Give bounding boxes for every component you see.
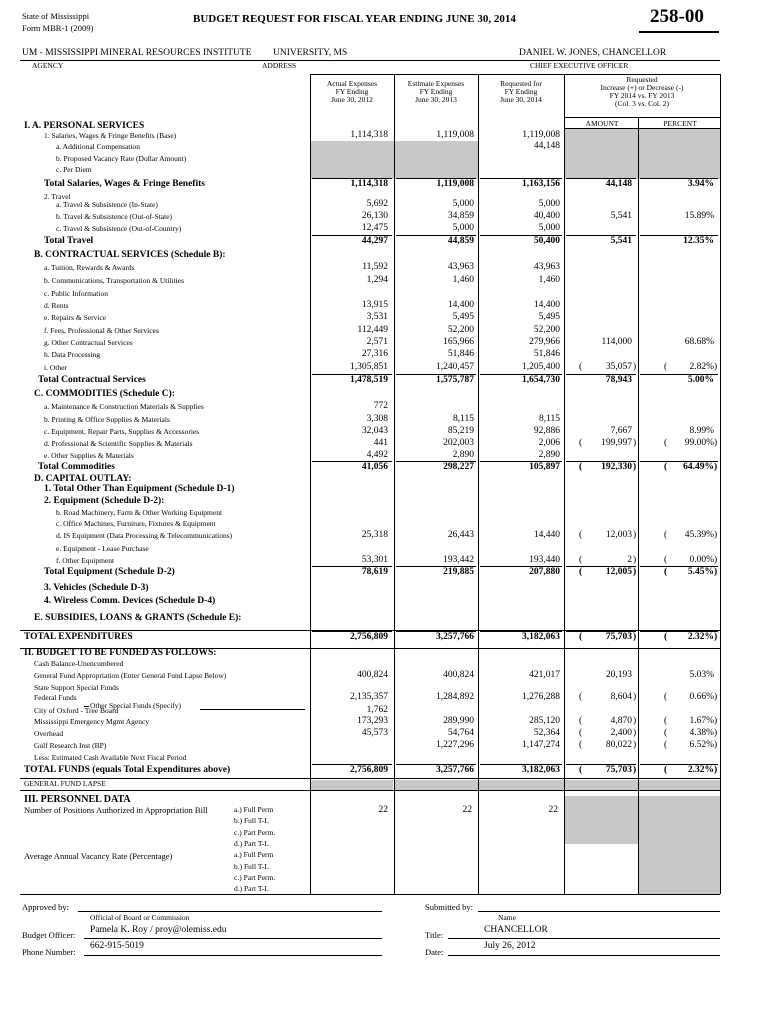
agency-name: UM - MISSISSIPPI MINERAL RESOURCES INSTITUTE [22,48,252,58]
cell-actual: 2,571 [366,337,388,347]
cell-actual: 1,114,318 [350,130,388,140]
negative-paren: ( [579,567,583,577]
cell-amount: 12,005 [605,567,632,577]
cell-percent: 0.00% [689,555,714,565]
cell-requested: 50,400 [533,236,560,246]
row-label: E. SUBSIDIES, LOANS & GRANTS (Schedule E): [34,613,242,623]
row-label: II. BUDGET TO BE FUNDED AS FOLLOWS: [24,648,217,658]
cell-amount: 80,022 [605,740,632,750]
row-label: TOTAL EXPENDITURES [24,632,133,642]
negative-paren: ( [579,692,583,702]
cell-requested: 52,364 [533,728,560,738]
cell-actual: 44,297 [361,236,388,246]
cell-actual: 2,135,357 [350,692,388,702]
negative-paren: ( [664,765,668,775]
row-label: Total Travel [44,236,94,246]
row-label: 2. Equipment (Schedule D-2): [44,496,165,506]
cell-actual: 441 [373,438,388,448]
personnel-sub-label: c.) Part Perm. [234,827,276,837]
cell-percent: 2.32% [687,632,714,642]
row-label: D. CAPITAL OUTLAY: [34,474,132,484]
negative-paren: ) [633,567,637,577]
address-label: ADDRESS [262,61,297,70]
negative-paren: ( [579,632,583,642]
row-label: Total Contractual Services [38,375,146,385]
cell-requested: 40,400 [533,211,560,221]
cell-actual: 45,573 [361,728,388,738]
negative-paren: ) [633,362,637,372]
cell-percent: 45.39% [684,530,714,540]
personnel-sub-label: d.) Part T-L [234,838,269,848]
cell-amount: 2 [627,555,632,565]
negative-paren: ) [633,462,637,472]
cell-amount: 4,870 [610,716,632,726]
cell-percent: 64.49% [683,462,714,472]
cell-percent: 3.94% [687,179,714,189]
row-label: 4. Wireless Comm. Devices (Schedule D-4) [44,596,216,606]
cell-estimate: 14,400 [447,300,474,310]
title-value: CHANCELLOR [484,925,548,935]
cell-estimate: 44,859 [447,236,474,246]
row-label: d. Rents [44,301,69,310]
cell-requested: 1,147,274 [522,740,560,750]
row-label: h. Data Processing [44,350,101,359]
negative-paren: ( [664,728,668,738]
row-label: GENERAL FUND LAPSE [24,779,106,788]
negative-paren: ) [633,555,637,565]
negative-paren: ) [633,632,637,642]
name-label: Name [498,913,516,922]
cell-percent: 5.00% [687,375,714,385]
cell-estimate: 51,846 [447,349,474,359]
cell-requested: 193,440 [529,555,560,565]
cell-percent: 2.32% [687,765,714,775]
cell-percent: 1.67% [689,716,714,726]
positions-estimate: 22 [462,805,472,815]
negative-paren: ( [579,462,583,472]
cell-requested: 14,440 [533,530,560,540]
personnel-sub-label: a.) Full Perm [234,805,274,814]
cell-estimate: 54,764 [447,728,474,738]
ceo-name: DANIEL W. JONES, CHANCELLOR [519,48,667,58]
positions-actual: 22 [378,805,388,815]
cell-amount: 5,541 [610,211,632,221]
negative-paren: ( [664,567,668,577]
cell-amount: 75,703 [605,632,632,642]
cell-requested: 92,886 [533,426,560,436]
cell-actual: 5,692 [366,199,388,209]
cell-amount: 8,604 [610,692,632,702]
cell-requested: 44,148 [533,141,560,151]
cell-estimate: 26,443 [447,530,474,540]
cell-estimate: 400,824 [443,670,474,680]
negative-paren: ) [714,692,718,702]
cell-actual: 112,449 [357,325,388,335]
cell-requested: 2,890 [538,450,560,460]
cell-requested: 105,897 [529,462,560,472]
row-label: c. Office Machines, Furniture, Fixtures & Equipment [56,519,216,528]
positions-label: Number of Positions Authorized in Appropriation Bill [24,805,208,815]
cell-amount: 2,400 [610,728,632,738]
row-label: i. Other [44,363,67,372]
negative-paren: ( [579,555,583,565]
cell-requested: 279,966 [529,337,560,347]
negative-paren: ) [633,692,637,702]
cell-estimate: 8,115 [452,414,474,424]
personnel-sub-label: a.) Full Perm [234,850,274,860]
negative-paren: ) [714,438,718,448]
cell-estimate: 298,227 [443,462,474,472]
cell-requested: 3,182,063 [522,765,560,775]
cell-estimate: 1,284,892 [436,692,474,702]
negative-paren: ) [714,632,718,642]
cell-amount: 7,667 [610,426,632,436]
cell-percent: 8.99% [689,426,714,436]
col-actual-header: Actual Expenses FY Ending June 30, 2012 [326,79,378,105]
negative-paren: ( [664,530,668,540]
row-label: f. Fees, Professional & Other Services [44,326,159,335]
row-label: Total Commodities [38,462,115,472]
cell-actual: 27,316 [361,349,388,359]
row-label: a. Tuition, Rewards & Awards [44,263,135,272]
row-label: Mississippi Emergency Mgmt Agency [34,717,150,726]
ceo-label: CHIEF EXECUTIVE OFFICER [530,61,629,70]
negative-paren: ) [714,765,718,775]
negative-paren: ) [714,530,718,540]
cell-actual: 1,114,318 [350,179,388,189]
cell-actual: 3,531 [366,312,388,322]
cell-estimate: 1,119,008 [436,179,474,189]
row-label: e. Equipment - Lease Purchase [56,544,149,553]
row-label: e. Other Supplies & Materials [44,451,134,460]
row-label: d. IS Equipment (Data Processing & Telecommunications) [56,531,233,540]
cell-requested: 3,182,063 [522,632,560,642]
cell-percent: 2.82% [689,362,714,372]
cell-actual: 32,043 [361,426,388,436]
cell-actual: 11,592 [362,262,388,272]
cell-amount: 44,148 [605,179,632,189]
negative-paren: ) [714,462,718,472]
cell-percent: 0.66% [689,692,714,702]
cell-percent: 68.68% [684,337,714,347]
cell-percent: 5.45% [687,567,714,577]
agency-label: AGENCY [32,61,64,70]
col-requested-header: Requested for FY Ending June 30, 2014 [500,79,542,105]
row-label: 2. Travel [44,192,71,201]
row-label: a. Additional Compensation [56,142,140,151]
cell-estimate: 219,885 [443,567,474,577]
row-label: State Support Special Funds [34,683,119,692]
negative-paren: ) [633,765,637,775]
row-label: B. CONTRACTUAL SERVICES (Schedule B): [34,250,226,260]
cell-requested: 51,846 [533,349,560,359]
cell-requested: 1,654,730 [522,375,560,385]
cell-amount: 12,003 [605,530,632,540]
row-label: Gulf Research Inst (BP) [34,741,107,750]
cell-amount: 199,997 [601,438,632,448]
personnel-sub-label: d.) Part T-L [234,884,269,894]
cell-estimate: 43,963 [447,262,474,272]
cell-requested: 1,163,156 [522,179,560,189]
personnel-sub-label: c.) Part Perm. [234,872,276,882]
row-label: 3. Vehicles (Schedule D-3) [44,583,149,593]
cell-estimate: 1,227,296 [436,740,474,750]
cell-actual: 1,305,851 [350,362,388,372]
negative-paren: ) [714,740,718,750]
cell-actual: 41,056 [361,462,388,472]
negative-paren: ) [633,728,637,738]
vacancy-label: Average Annual Vacancy Rate (Percentage) [24,851,173,861]
row-label: General Fund Appropriation (Enter General Fund Lapse Below) [34,671,227,680]
cell-requested: 2,006 [538,438,560,448]
negative-paren: ( [664,462,668,472]
cell-amount: 192,330 [601,462,632,472]
title-label: Title: [425,930,444,940]
row-label: f. Other Equipment [56,556,115,565]
agency-code: 258-00 [650,6,704,27]
col-change-header: Requested Increase (+) or Decrease (-) FY 2014 vs. FY 2013 (Col. 3 vs. Col. 2) [600,75,684,109]
cell-requested: 1,205,400 [522,362,560,372]
cell-percent: 15.89% [684,211,714,221]
personnel-title: III. PERSONNEL DATA [24,794,131,805]
row-label: c. Public Information [44,289,108,298]
cell-estimate: 193,442 [443,555,474,565]
negative-paren: ) [714,362,718,372]
state-label: State of Mississippi [22,11,90,21]
cell-percent: 99.00% [684,438,714,448]
personnel-sub-label: b.) Full T-L [234,816,269,826]
row-label: C. COMMODITIES (Schedule C): [34,389,175,399]
cell-amount: 35,057 [605,362,632,372]
cell-actual: 4,492 [366,450,388,460]
approved-by-label: Approved by: [22,902,69,912]
cell-requested: 1,276,288 [522,692,560,702]
negative-paren: ) [633,530,637,540]
official-label: Official of Board or Commission [90,913,190,922]
col-estimate-header: Estimate Expenses FY Ending June 30, 2013 [407,79,465,105]
negative-paren: ( [664,438,668,448]
cell-requested: 52,200 [533,325,560,335]
cell-requested: 421,017 [529,670,560,680]
date-value: July 26, 2012 [484,941,536,951]
submitted-by-label: Submitted by: [425,902,473,912]
cell-estimate: 1,119,008 [436,130,474,140]
cell-actual: 1,762 [366,705,388,715]
cell-percent: 5.03% [689,670,714,680]
personnel-sub-label: b.) Full T-L [234,861,269,871]
cell-requested: 5,000 [538,199,560,209]
negative-paren: ( [664,692,668,702]
row-label: e. Repairs & Service [44,313,107,322]
cell-estimate: 34,859 [447,211,474,221]
negative-paren: ) [633,438,637,448]
budget-officer-label: Budget Officer: [22,930,76,940]
phone-value: 662-915-5019 [90,941,144,951]
cell-estimate: 52,200 [447,325,474,335]
cell-amount: 78,943 [605,375,632,385]
cell-amount: 20,193 [605,670,632,680]
cell-estimate: 5,000 [452,199,474,209]
cell-percent: 12.35% [683,236,714,246]
row-label: c. Travel & Subsistence (Out-of-Country) [56,224,182,233]
form-title: BUDGET REQUEST FOR FISCAL YEAR ENDING JUNE 30, 2014 [193,13,516,25]
budget-officer-value: Pamela K. Roy / proy@olemiss.edu [90,925,227,935]
negative-paren: ) [714,567,718,577]
row-label: City of Oxford - Tree Board [34,706,119,715]
cell-requested: 5,495 [538,312,560,322]
cell-requested: 43,963 [533,262,560,272]
cell-estimate: 202,003 [443,438,474,448]
negative-paren: ) [714,728,718,738]
cell-actual: 25,318 [361,530,388,540]
cell-requested: 5,000 [538,223,560,233]
date-label: Date: [425,947,444,957]
negative-paren: ) [633,716,637,726]
negative-paren: ( [579,740,583,750]
cell-actual: 2,756,809 [350,632,388,642]
col-percent-header: PERCENT [663,119,697,128]
cell-estimate: 2,890 [452,450,474,460]
row-label: b. Travel & Subsistence (Out-of-State) [56,212,173,221]
form-number: Form MBR-1 (2009) [22,23,94,33]
cell-requested: 207,880 [529,567,560,577]
cell-actual: 1,478,519 [350,375,388,385]
cell-amount: 5,541 [610,236,632,246]
cell-actual: 2,756,809 [350,765,388,775]
row-label: d. Professional & Scientific Supplies & Materials [44,439,193,448]
cell-percent: 6.52% [689,740,714,750]
cell-requested: 1,119,008 [522,130,560,140]
negative-paren: ( [579,716,583,726]
cell-actual: 400,824 [357,670,388,680]
negative-paren: ( [664,555,668,565]
negative-paren: ( [664,362,668,372]
row-label: b. Proposed Vacancy Rate (Dollar Amount) [56,154,187,163]
cell-estimate: 1,240,457 [436,362,474,372]
positions-requested: 22 [548,805,558,815]
cell-actual: 13,915 [361,300,388,310]
cell-actual: 3,308 [366,414,388,424]
negative-paren: ) [714,716,718,726]
cell-actual: 53,301 [361,555,388,565]
negative-paren: ( [664,740,668,750]
cell-estimate: 3,257,766 [436,765,474,775]
row-label: 1. Total Other Than Equipment (Schedule D-1) [44,484,235,494]
negative-paren: ) [714,555,718,565]
negative-paren: ( [579,530,583,540]
row-label: c. Per Diem [56,165,92,174]
cell-estimate: 85,219 [447,426,474,436]
cell-actual: 1,294 [366,275,388,285]
negative-paren: ( [664,716,668,726]
cell-estimate: 5,495 [452,312,474,322]
row-label: Total Salaries, Wages & Fringe Benefits [44,179,205,189]
cell-actual: 12,475 [361,223,388,233]
cell-actual: 772 [373,401,388,411]
negative-paren: ( [579,728,583,738]
phone-label: Phone Number: [22,947,76,957]
row-label: c. Equipment, Repair Parts, Supplies & Accessories [44,427,200,436]
other-special-funds-label: Other Special Funds (Specify) [90,701,182,710]
cell-requested: 14,400 [533,300,560,310]
cell-estimate: 3,257,766 [436,632,474,642]
row-label: a. Travel & Subsistence (In-State) [56,200,158,209]
cell-estimate: 1,460 [452,275,474,285]
cell-actual: 173,293 [357,716,388,726]
cell-actual: 26,130 [361,211,388,221]
row-label: Federal Funds [34,693,77,702]
row-label: Less: Estimated Cash Available Next Fiscal Period [34,753,187,762]
cell-estimate: 289,990 [443,716,474,726]
negative-paren: ( [664,632,668,642]
cell-estimate: 1,575,787 [436,375,474,385]
cell-estimate: 5,000 [452,223,474,233]
cell-amount: 114,000 [601,337,632,347]
cell-requested: 8,115 [538,414,560,424]
cell-requested: 285,120 [529,716,560,726]
row-label: Total Equipment (Schedule D-2) [44,567,175,577]
row-label: TOTAL FUNDS (equals Total Expenditures above) [24,765,231,775]
negative-paren: ) [633,740,637,750]
row-label: g. Other Contractual Services [44,338,133,347]
row-label: 1. Salaries, Wages & Fringe Benefits (Base) [44,131,177,140]
row-label: b. Road Machinery, Farm & Other Working Equipment [56,508,223,517]
row-label: b. Printing & Office Supplies & Materials [44,415,170,424]
negative-paren: ( [579,765,583,775]
row-label: b. Communications, Transportation & Utilities [44,276,185,285]
cell-requested: 1,460 [538,275,560,285]
negative-paren: ( [579,362,583,372]
negative-paren: ( [579,438,583,448]
cell-percent: 4.38% [689,728,714,738]
agency-address: UNIVERSITY, MS [273,48,348,58]
col-amount-header: AMOUNT [585,119,619,128]
cell-amount: 75,703 [605,765,632,775]
row-label: Cash Balance-Unencumbered [34,659,124,668]
row-label: a. Maintenance & Construction Materials & Supplies [44,402,204,411]
cell-actual: 78,619 [361,567,388,577]
cell-estimate: 165,966 [443,337,474,347]
row-label: I. A. PERSONAL SERVICES [24,121,145,131]
row-label: Overhead [34,729,64,738]
